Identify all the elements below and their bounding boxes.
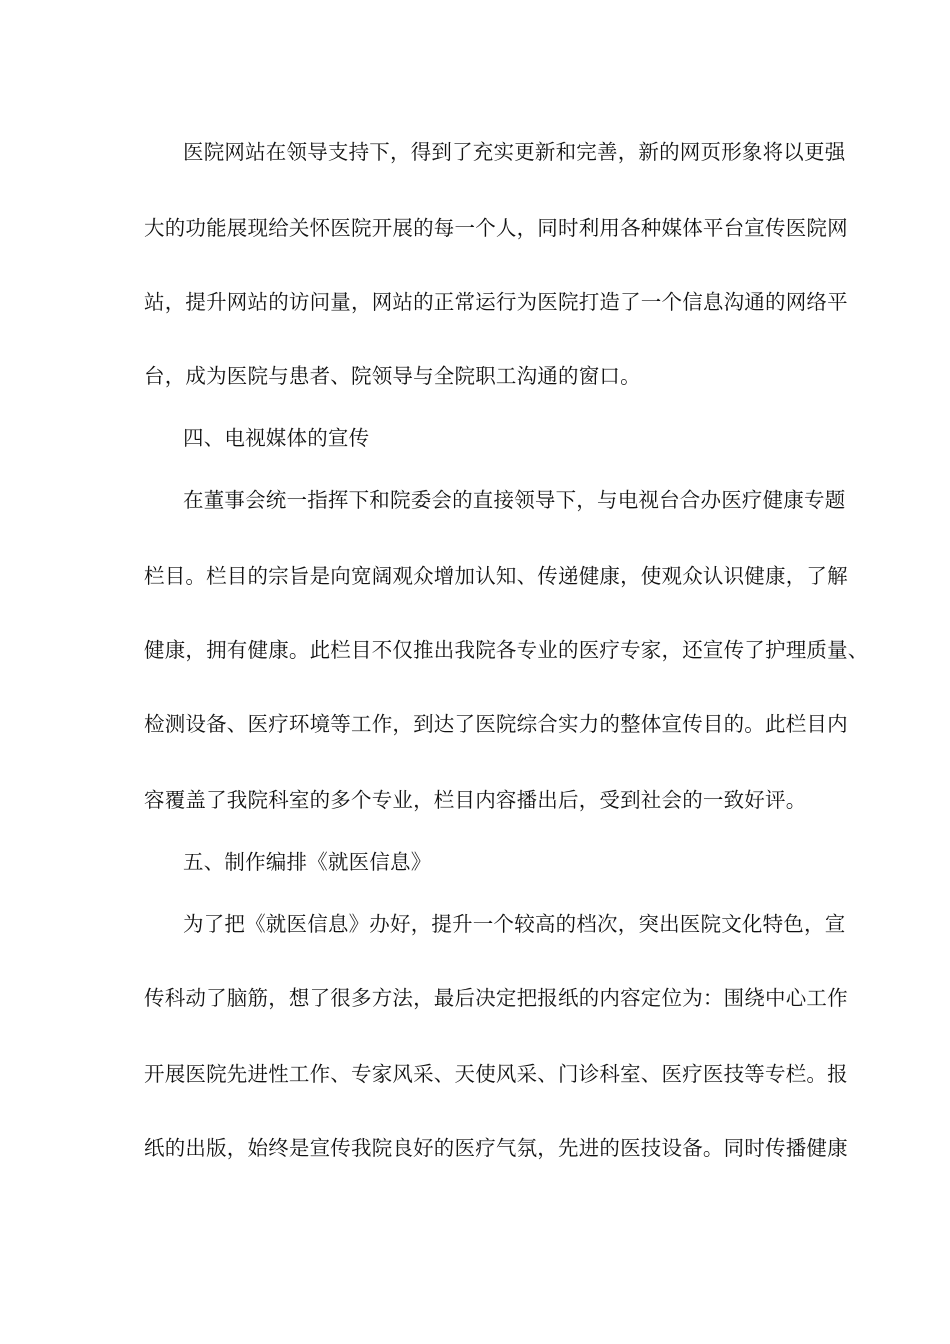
paragraph-line: 容覆盖了我院科室的多个专业，栏目内容播出后，受到社会的一致好评。 (144, 788, 807, 812)
section-heading: 五、制作编排《就医信息》 (183, 850, 432, 874)
paragraph-line: 医院网站在领导支持下，得到了充实更新和完善，新的网页形象将以更强 (183, 140, 846, 164)
paragraph-line: 为了把《就医信息》办好，提升一个较高的档次，突出医院文化特色，宣 (183, 912, 846, 936)
paragraph-line: 在董事会统一指挥下和院委会的直接领导下，与电视台合办医疗健康专题 (183, 488, 846, 512)
section-heading: 四、电视媒体的宣传 (183, 426, 370, 450)
paragraph-line: 台，成为医院与患者、院领导与全院职工沟通的窗口。 (144, 364, 641, 388)
paragraph-line: 纸的出版，始终是宣传我院良好的医疗气氛，先进的医技设备。同时传播健康 (144, 1136, 848, 1160)
paragraph-line: 栏目。栏目的宗旨是向宽阔观众增加认知、传递健康，使观众认识健康，了解 (144, 564, 848, 588)
paragraph-line: 检测设备、医疗环境等工作，到达了医院综合实力的整体宣传目的。此栏目内 (144, 712, 848, 736)
paragraph-line: 健康，拥有健康。此栏目不仅推出我院各专业的医疗专家，还宣传了护理质量、 (144, 638, 869, 662)
paragraph-line: 站，提升网站的访问量，网站的正常运行为医院打造了一个信息沟通的网络平 (144, 290, 848, 314)
paragraph-line: 开展医院先进性工作、专家风采、天使风采、门诊科室、医疗医技等专栏。报 (144, 1062, 848, 1086)
paragraph-line: 大的功能展现给关怀医院开展的每一个人，同时利用各种媒体平台宣传医院网 (144, 216, 848, 240)
paragraph-line: 传科动了脑筋，想了很多方法，最后决定把报纸的内容定位为：围绕中心工作 (144, 986, 848, 1010)
